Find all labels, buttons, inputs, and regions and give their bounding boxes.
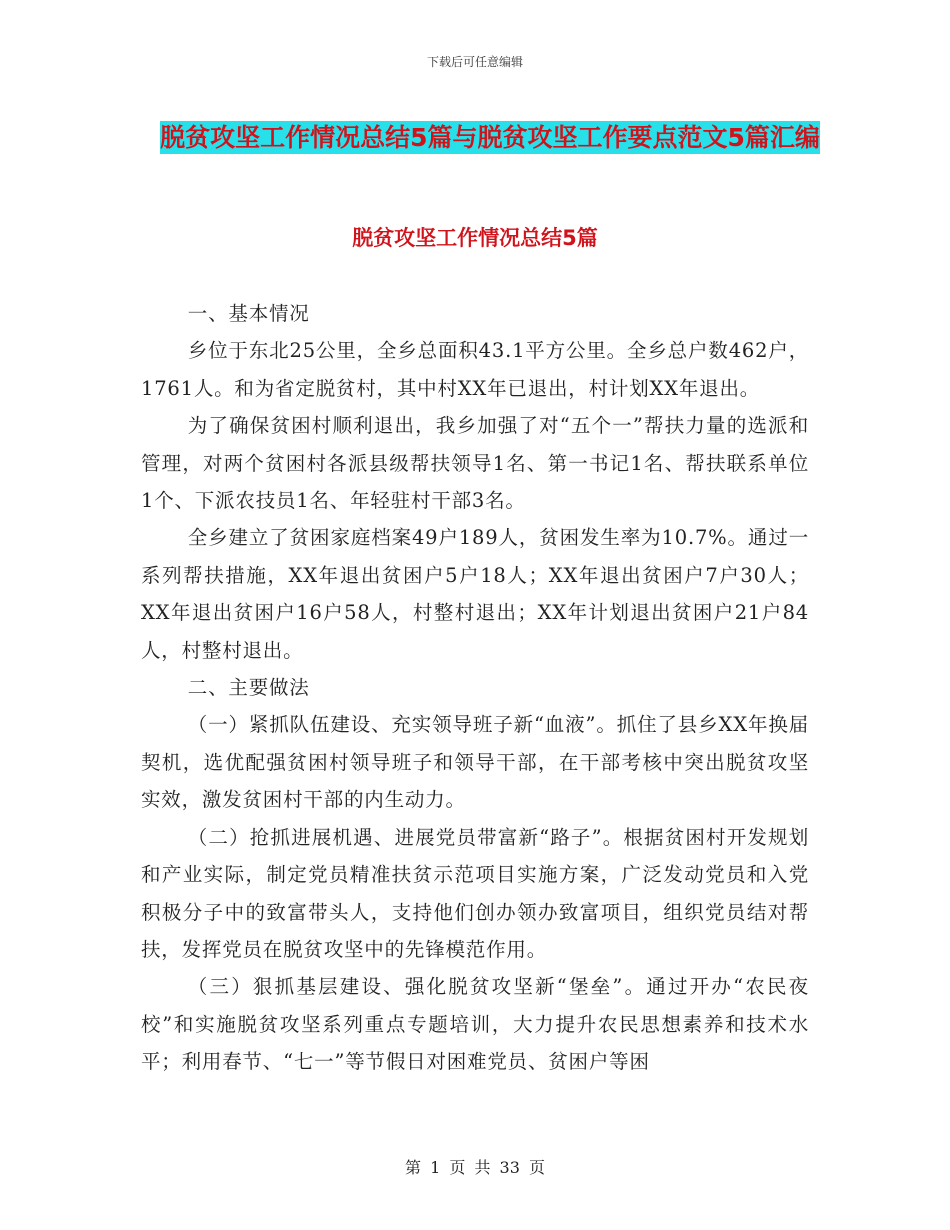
- document-title-text: 脱贫攻坚工作情况总结5篇与脱贫攻坚工作要点范文5篇汇编: [160, 123, 820, 152]
- paragraph: 全乡建立了贫困家庭档案49户189人，贫困发生率为10.7%。通过一系列帮扶措施，XX年退出贫困户5户18人；XX年退出贫困户7户30人；XX年退出贫困户16户58人，村整村退出；XX年计划退出贫困户21户84人，村整村退出。: [141, 526, 809, 662]
- paragraph: （一）紧抓队伍建设、充实领导班子新“血液”。抓住了县乡XX年换届契机，选优配强贫困村领导班子和领导干部，在干部考核中突出脱贫攻坚实效，激发贫困村干部的内生动力。: [141, 713, 809, 812]
- document-title: [140, 112, 840, 163]
- heading-main-practices: 二、主要做法: [187, 676, 310, 700]
- paragraph: （二）抢抓进展机遇、进展党员带富新“路子”。根据贫困村开发规划和产业实际，制定党员精准扶贫示范项目实施方案，广泛发动党员和入党积极分子中的致富带头人，支持他们创办领办致富项目，组织党员结对帮扶，发挥党员在脱贫攻坚中的先锋模范作用。: [141, 825, 809, 961]
- document-body: [141, 295, 809, 1081]
- header-note: 下载后可任意编辑: [426, 55, 523, 69]
- paragraph: 为了确保贫困村顺利退出，我乡加强了对“五个一”帮扶力量的选派和管理，对两个贫困村各派县级帮扶领导1名、第一书记1名、帮扶联系单位1个、下派农技员1名、年轻驻村干部3名。: [141, 414, 809, 513]
- section-title: 脱贫攻坚工作情况总结5篇: [352, 226, 598, 250]
- paragraph: 乡位于东北25公里，全乡总面积43.1平方公里。全乡总户数462户，1761人。和为省定脱贫村，其中村XX年已退出，村计划XX年退出。: [141, 339, 809, 400]
- page-footer: 第 1 页 共 33 页: [405, 1158, 545, 1177]
- heading-basic-situation: 一、基本情况: [187, 302, 310, 325]
- paragraph: （三）狠抓基层建设、强化脱贫攻坚新“堡垒”。通过开办“农民夜校”和实施脱贫攻坚系列重点专题培训，大力提升农民思想素养和技术水平；利用春节、“七一”等节假日对困难党员、贫困户等困: [141, 975, 809, 1074]
